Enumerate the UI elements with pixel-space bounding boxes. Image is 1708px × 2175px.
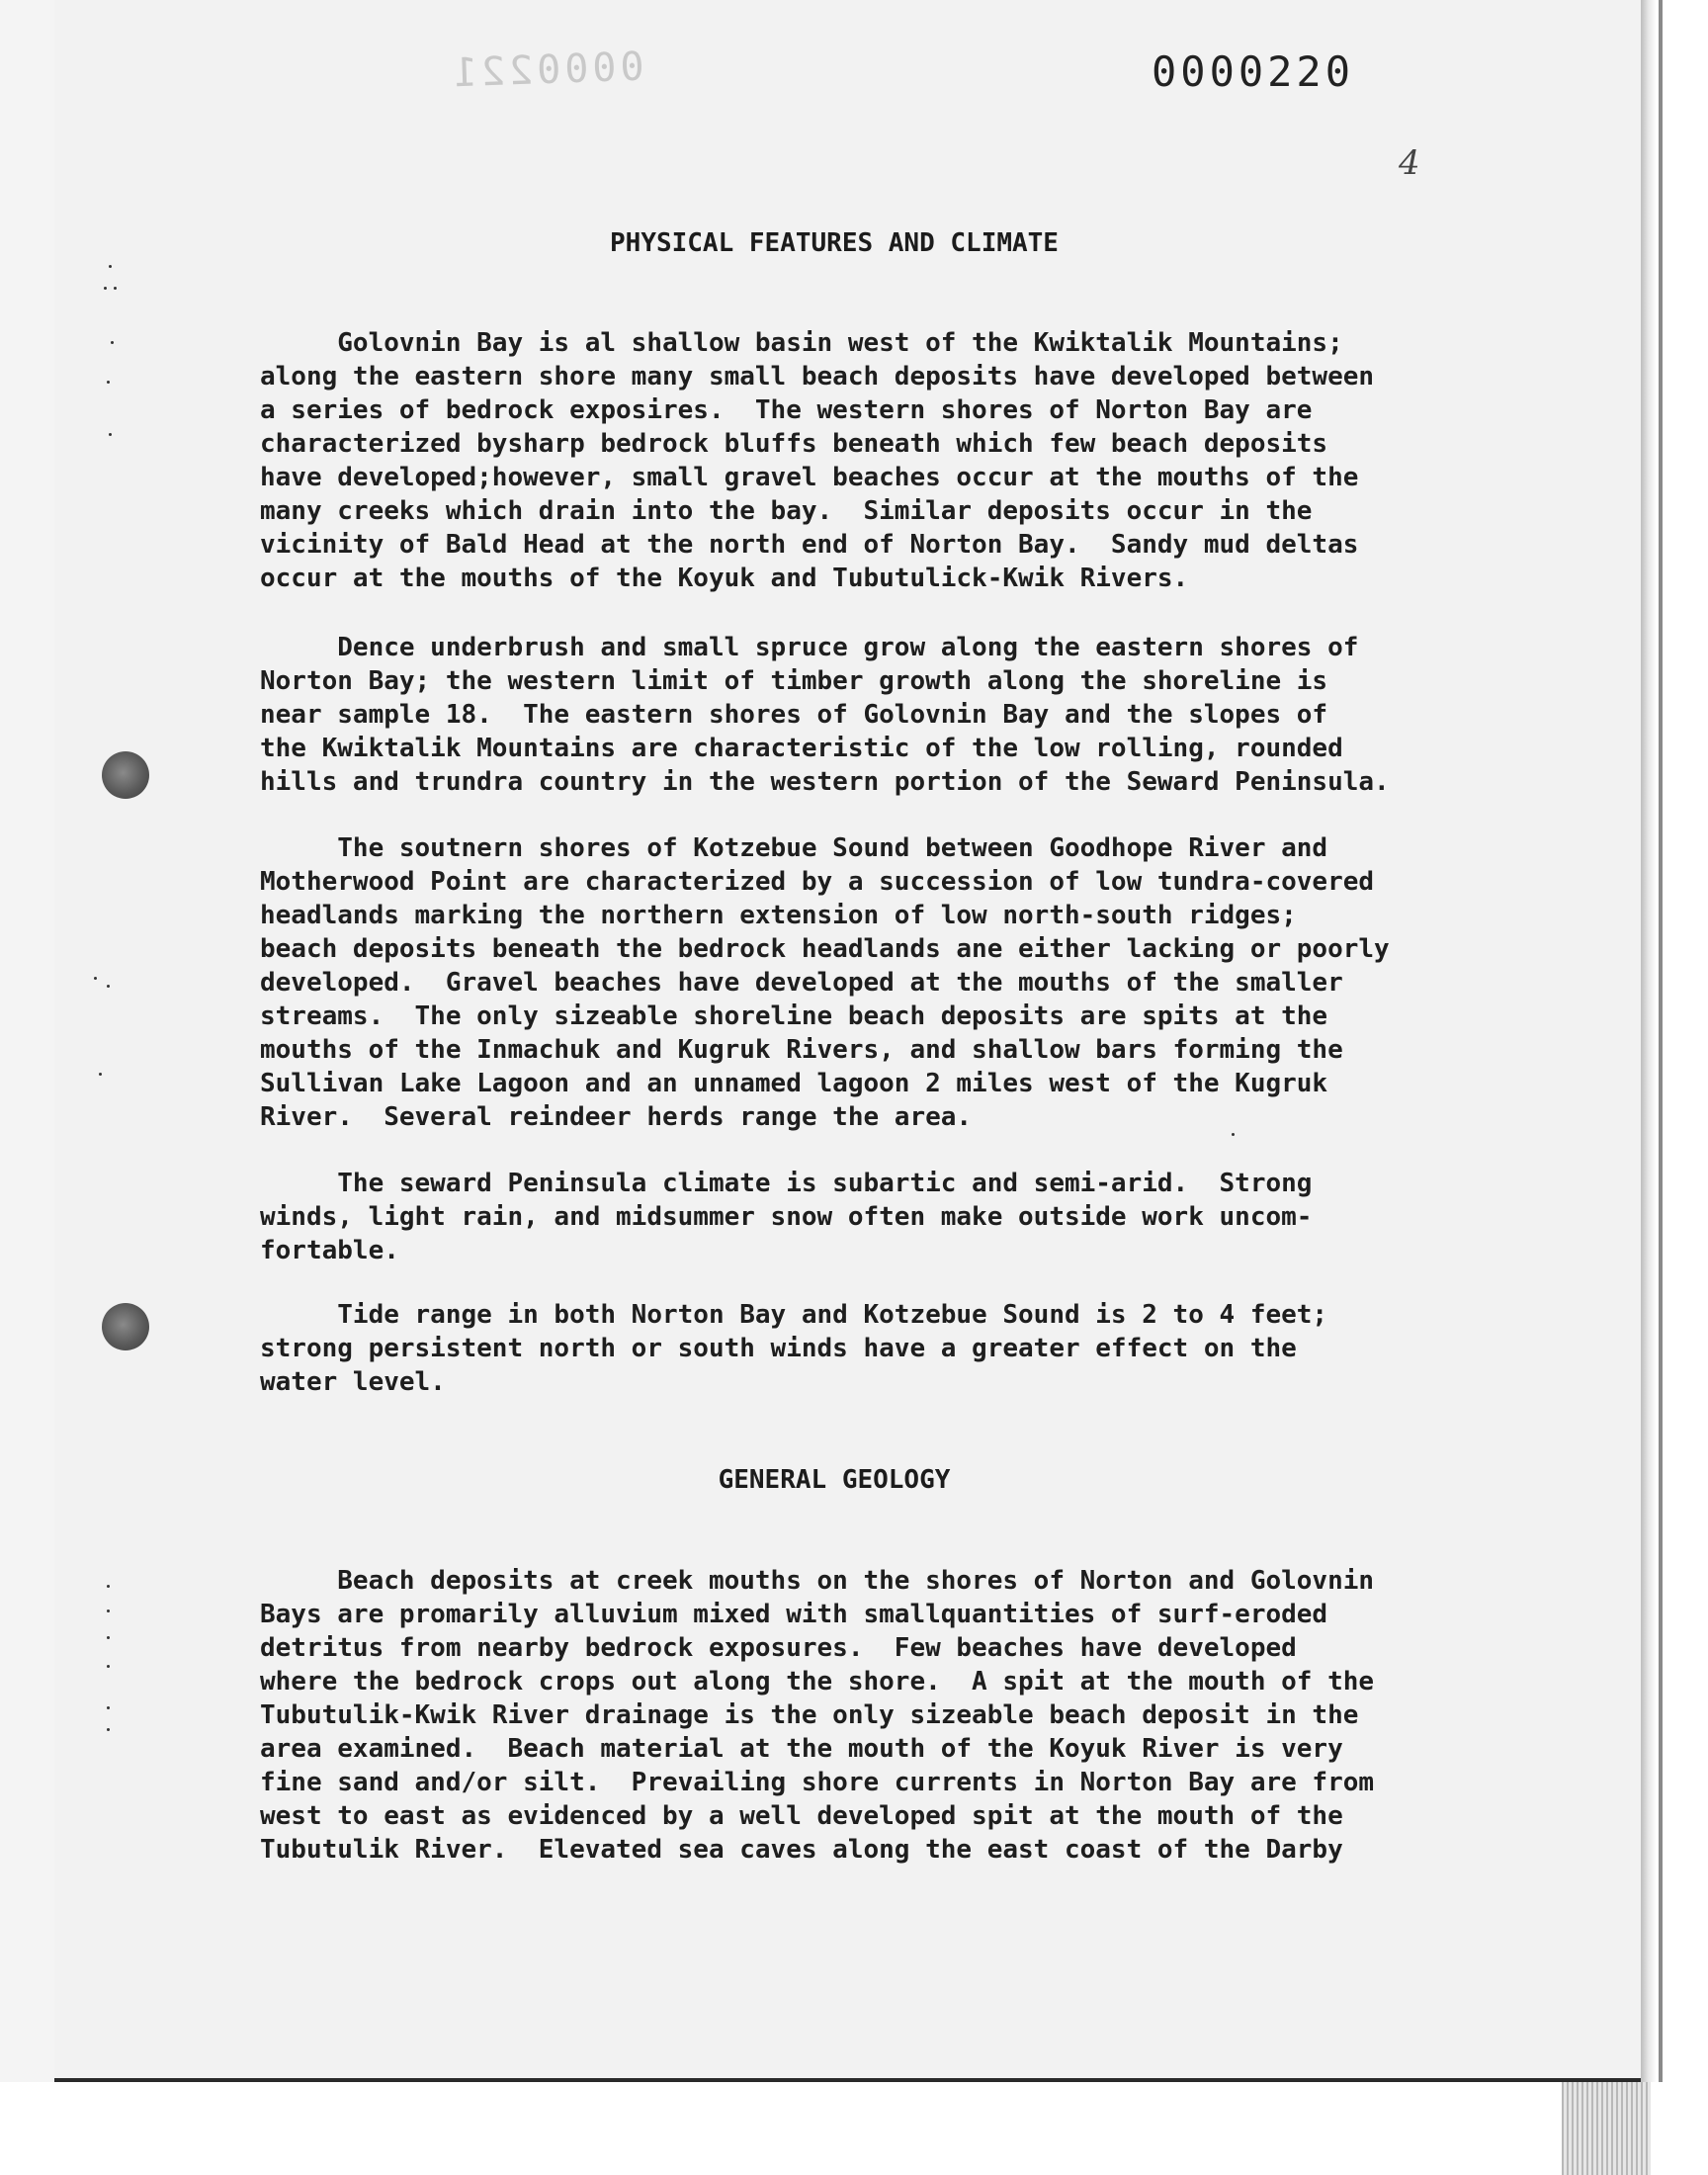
speck [107, 1728, 110, 1731]
paragraph: The soutnern shores of Kotzebue Sound between Goodhope River and Motherwood Point are characterized by a succession of low tundra-covered headlands marking the northern extension of low north-south ridges; beach deposits beneath the bedrock headlands ane either lacking or poorly developed. Gravel beaches have developed at the mouths of the smaller streams. The only sizeable shoreline beach deposits are spits at the mouths of the Inmachuk and Kugruk Rivers, and shallow bars forming the Sullivan Lake Lagoon and an unnamed lagoon 2 miles west of the Kugruk River. Several reindeer herds range the area. [260, 833, 1390, 1132]
scan-edge-right [1641, 0, 1708, 2175]
speck [107, 381, 110, 384]
speck [104, 287, 107, 290]
section-heading: PHYSICAL FEATURES AND CLIMATE [610, 228, 1059, 258]
scan-edge-bottom [0, 2082, 1708, 2175]
speck [94, 977, 97, 980]
paragraph: Golovnin Bay is al shallow basin west of the Kwiktalik Mountains; along the eastern shore many small beach deposits have developed between a series of bedrock exposires. The western shores of Norton Bay are characterized bysharp bedrock bluffs beneath which few beach deposits have developed;however, small gravel beaches occur at the mouths of the many creeks which drain into the bay. Similar deposits occur in the vicinity of Bald Head at the north end of Norton Bay. Sandy mud deltas occur at the mouths of the Koyuk and Tubutulick-Kwik Rivers. [260, 328, 1375, 593]
punch-hole [102, 1303, 149, 1350]
speck [107, 1706, 110, 1709]
speck [107, 1636, 110, 1639]
speck [109, 265, 112, 268]
stamp-number: 0000220 [1152, 47, 1355, 96]
speck [107, 1610, 110, 1612]
ghost-stamp-number: 0000221 [449, 44, 645, 97]
paragraph: Beach deposits at creek mouths on the shores of Norton and Golovnin Bays are promarily alluvium mixed with smallquantities of surf-eroded detritus from nearby bedrock exposures. Few beaches have developed where the bedrock crops out along the shore. A spit at the mouth of the Tubutulik-Kwik River drainage is the only sizeable beach deposit in the area examined. Beach material at the mouth of the Koyuk River is very fine sand and/or silt. Prevailing shore currents in Norton Bay are from west to east as evidenced by a well developed spit at the mouth of the Tubutulik River. Elevated sea caves along the east coast of the Darby [260, 1566, 1375, 1865]
section-heading: GENERAL GEOLOGY [718, 1465, 951, 1495]
paragraph: Tide range in both Norton Bay and Kotzebue Sound is 2 to 4 feet; strong persistent north or south winds have a greater effect on the water level. [260, 1300, 1328, 1397]
punch-hole [102, 751, 149, 799]
page-number: 4 [1399, 143, 1420, 183]
speck [99, 1073, 102, 1076]
speck [109, 433, 112, 436]
speck [114, 287, 117, 290]
speck [107, 1585, 110, 1588]
speck [111, 341, 114, 344]
speck [107, 1665, 110, 1668]
scan-artifact [1562, 2082, 1651, 2175]
paragraph: Dence underbrush and small spruce grow along the eastern shores of Norton Bay; the western limit of timber growth along the shoreline is near sample 18. The eastern shores of Golovnin Bay and the slopes of the Kwiktalik Mountains are characteristic of the low rolling, rounded hills and trundra country in the western portion of the Seward Peninsula. [260, 633, 1390, 797]
paragraph: The seward Peninsula climate is subartic and semi-arid. Strong winds, light rain, and midsummer snow often make outside work uncom- fortable. [260, 1169, 1313, 1265]
speck [107, 985, 110, 988]
